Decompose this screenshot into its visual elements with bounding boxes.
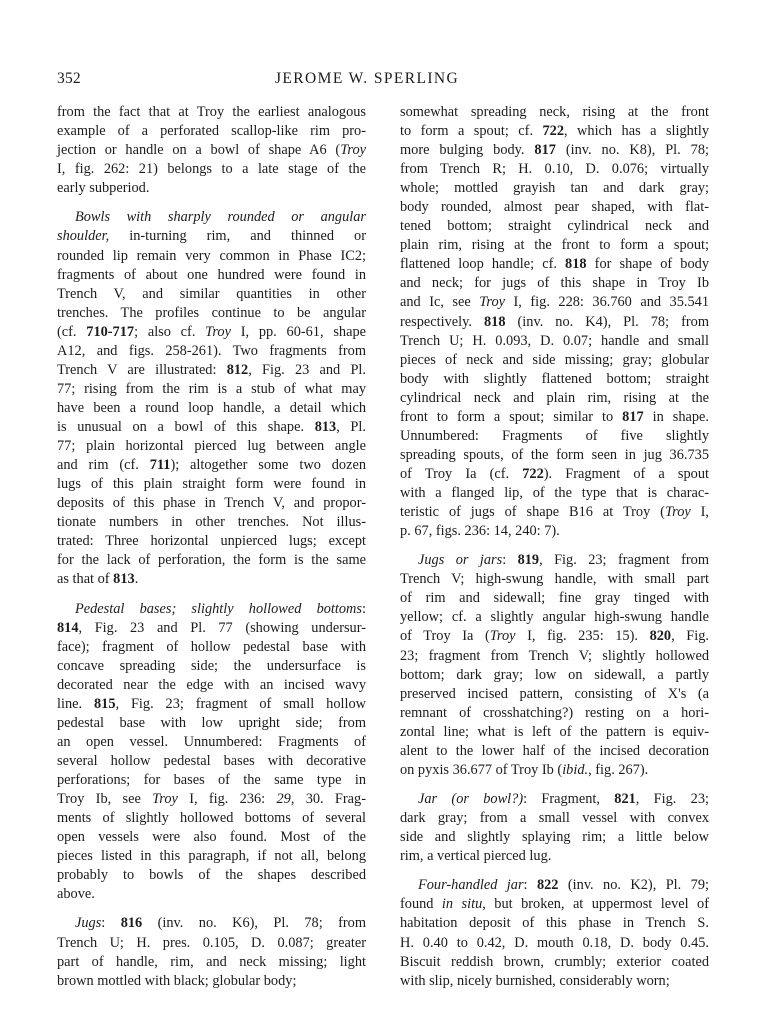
text-line: an open vessel. Unnumbered: Fragments of [57, 733, 366, 750]
text-line: 23; fragment from Trench V; slightly hollowed [400, 647, 709, 664]
text-line: pedestal base with low upright side; from [57, 714, 366, 731]
text-line: yellow; cf. a slightly angular high-swung handle [400, 609, 709, 626]
text-line: flattened loop handle; cf. 818 for shape of body [400, 256, 709, 273]
text-line: Jar (or bowl?): Fragment, 821, Fig. 23; [418, 791, 710, 808]
right-column [400, 103, 709, 991]
text-line: Four-handled jar: 822 (inv. no. K2), Pl. 79; [418, 877, 709, 894]
paragraph [57, 103, 366, 198]
paragraph [400, 876, 709, 990]
paragraph [57, 600, 366, 905]
text-line: example of a perforated scallop-like rim pro- [57, 123, 366, 140]
text-line: 77; plain horizontal pierced lug between angle [57, 437, 366, 454]
text-line: above. [57, 886, 95, 903]
text-line: trenches. The profiles continue to be angular [57, 304, 366, 321]
text-line: of rim and sidewall; fine gray tinged with [400, 590, 709, 607]
text-line: 77; rising from the rim is a stub of what may [57, 380, 366, 397]
text-line: pieces listed in this paragraph, if not all, belong [57, 848, 366, 865]
text-line: alent to the lower half of the incised decoration [400, 742, 709, 759]
text-line: front to form a spout; similar to 817 in shape. [400, 408, 709, 425]
text-line: dark gray; from a small vessel with convex [400, 810, 709, 827]
text-line: zontal line; what is left of the pattern is equiv- [400, 723, 709, 740]
text-line: body with slightly flattened bottom; straight [400, 370, 709, 387]
text-line: remnant of crosshatching?) resting on a hori- [400, 704, 709, 721]
text-line: pieces of neck and side missing; gray; globular [400, 351, 709, 368]
text-line: and neck; for jugs of this shape in Troy Ib [400, 275, 709, 292]
paragraph [400, 790, 709, 866]
text-line: of Troy Ia (cf. 722). Fragment of a spout [400, 465, 709, 482]
page-number: 352 [57, 70, 81, 87]
text-line: part of handle, rim, and neck missing; light [57, 953, 366, 970]
text-line: on pyxis 36.677 of Troy Ib (ibid., fig. 267). [400, 761, 649, 778]
text-line: fragments of about one hundred were found in [57, 266, 366, 283]
text-line: to form a spout; cf. 722, which has a slightly [400, 123, 709, 140]
text-line: open vessels were also found. Most of the [57, 829, 366, 846]
text-line: jection or handle on a bowl of shape A6 (Troy [57, 142, 366, 159]
text-line: several hollow pedestal bases with decorative [57, 752, 366, 769]
text-line: bottom; dark gray; low on sidewall, a partly [400, 666, 709, 683]
text-line: rounded lip remain very common in Phase IC2; [57, 247, 366, 264]
text-line: rim, a vertical pierced lug. [400, 848, 552, 865]
text-line: Bowls with sharply rounded or angular [75, 209, 366, 226]
text-line: teristic of jugs of shape B16 at Troy (Troy I, [400, 503, 710, 520]
text-line: from the fact that at Troy the earliest analogous [57, 104, 366, 120]
text-line: probably to bowls of the shapes described [57, 867, 366, 884]
text-line: respectively. 818 (inv. no. K4), Pl. 78; from [400, 313, 709, 330]
text-line: for the lack of perforation, the form is the same [57, 552, 366, 569]
text-line: side and slightly splaying rim; a little below [400, 829, 709, 846]
text-line: and Ic, see Troy I, fig. 228: 36.760 and 35.541 [400, 294, 709, 311]
text-line: Pedestal bases; slightly hollowed bottoms: [75, 600, 366, 617]
text-line: of Troy Ia (Troy I, fig. 235: 15). 820, Fig. [400, 628, 709, 645]
text-line: cylindrical neck and plain rim, rising at the [400, 389, 709, 406]
text-line: trated: Three horizontal unpierced lugs; except [57, 533, 366, 550]
text-line: Troy Ib, see Troy I, fig. 236: 29, 30. Frag- [57, 791, 366, 808]
text-line: more bulging body. 817 (inv. no. K8), Pl. 78; [400, 142, 710, 159]
text-line: face); fragment of hollow pedestal base with [57, 638, 366, 655]
text-line: with slip, nicely burnished, considerably worn; [400, 972, 670, 989]
text-line: perforations; for bases of the same type in [57, 771, 366, 788]
text-line: (cf. 710-717; also cf. Troy I, pp. 60-61, shape [57, 323, 366, 340]
paragraph [57, 208, 366, 589]
text-line: H. 0.40 to 0.42, D. mouth 0.18, D. body 0.45. [400, 934, 709, 951]
text-line: plain rim, rising at the front to form a spout; [400, 237, 709, 254]
paragraph [400, 551, 709, 780]
text-line: decorated near the edge with an incised wavy [57, 676, 366, 693]
text-line: deposits of this phase in Trench V, and propor- [57, 495, 366, 512]
text-line: p. 67, figs. 236: 14, 240: 7). [400, 523, 560, 540]
paragraph [57, 914, 366, 990]
text-line: and rim (cf. 711); altogether some two dozen [57, 457, 366, 474]
text-line: preserved incised pattern, consisting of X's (a [400, 685, 709, 702]
text-line: habitation deposit of this phase in Trench S. [400, 915, 709, 932]
text-line: Biscuit reddish brown, crumbly; exterior coated [400, 953, 709, 970]
text-line: spreading spouts, of the form seen in jug 36.735 [400, 446, 709, 463]
left-column [57, 103, 366, 991]
text-line: I, fig. 262: 21) belongs to a late stage of the [57, 161, 366, 178]
text-line: A12, and figs. 258-261). Two fragments from [57, 342, 366, 359]
text-line: tened bottom; straight cylindrical neck and [400, 218, 709, 235]
text-line: Trench V, and similar quantities in other [57, 285, 366, 302]
text-line: is unusual on a bowl of this shape. 813, Pl. [57, 418, 366, 435]
text-line: early subperiod. [57, 180, 150, 197]
text-line: somewhat spreading neck, rising at the front [400, 104, 709, 120]
text-line: whole; mottled grayish tan and dark gray; [400, 180, 709, 197]
running-head: JEROME W. SPERLING [275, 70, 460, 87]
text-line: Jugs: 816 (inv. no. K6), Pl. 78; from [75, 915, 367, 932]
text-line: have been a round loop handle, a detail which [57, 399, 366, 416]
text-line: Trench V are illustrated: 812, Fig. 23 and Pl. [57, 361, 366, 378]
text-line: shoulder, in-turning rim, and thinned or [57, 228, 366, 245]
text-line: Trench V; high-swung handle, with small part [400, 571, 709, 588]
text-line: as that of 813. [57, 571, 139, 588]
text-line: tionate numbers in other trenches. Not illus- [57, 514, 366, 531]
text-line: body rounded, almost pear shaped, with flat- [400, 199, 709, 216]
text-line: with a flanged lip, of the type that is charac- [400, 484, 709, 501]
text-line: ments of slightly hollowed bottoms of several [57, 810, 366, 827]
text-line: Jugs or jars: 819, Fig. 23; fragment from [418, 552, 709, 569]
paragraph [400, 103, 709, 541]
text-line: found in situ, but broken, at uppermost level of [400, 896, 710, 913]
text-line: concave spreading side; the undersurface is [57, 657, 366, 674]
text-line: Trench U; H. 0.093, D. 0.07; handle and small [400, 332, 709, 349]
text-line: from Trench R; H. 0.10, D. 0.076; virtually [400, 161, 709, 178]
text-line: lugs of this plain straight form were found in [57, 476, 366, 493]
text-line: Trench U; H. pres. 0.105, D. 0.087; greater [57, 934, 366, 951]
text-line: line. 815, Fig. 23; fragment of small hollow [57, 695, 366, 712]
text-line: 814, Fig. 23 and Pl. 77 (showing undersur- [57, 619, 366, 636]
text-line: brown mottled with black; globular body; [57, 972, 297, 989]
text-line: Unnumbered: Fragments of five slightly [400, 427, 709, 444]
